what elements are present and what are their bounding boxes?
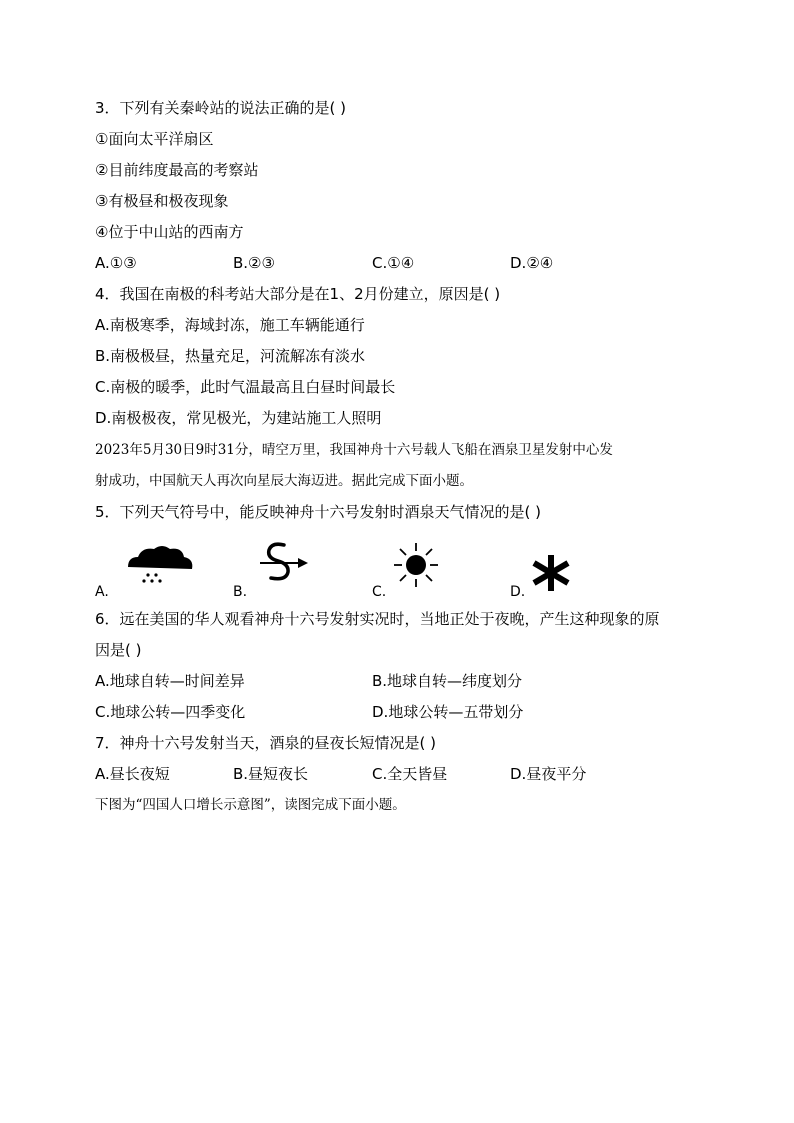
q3-statement-1: ①面向太平洋扇区 — [95, 130, 214, 148]
q7-option-b: B.昼短夜长 — [233, 765, 309, 783]
q6-stem-line-2: 因是( ) — [95, 641, 142, 659]
q3-option-c: C.①④ — [372, 254, 415, 272]
q3-stem: 3．下列有关秦岭站的说法正确的是( ) — [95, 99, 347, 117]
q4-option-a: A.南极寒季，海域封冻，施工车辆能通行 — [95, 316, 365, 334]
next-question-intro: 下图为“四国人口增长示意图”，读图完成下面小题。 — [95, 797, 406, 813]
sandstorm-icon — [258, 540, 310, 586]
q5-option-a: A. — [95, 584, 109, 600]
q5-option-b: B. — [233, 584, 248, 600]
q3-option-d: D.②④ — [510, 254, 554, 272]
q5-option-c: C. — [372, 584, 387, 600]
q3-statement-3: ③有极昼和极夜现象 — [95, 192, 229, 210]
snowflake-icon — [529, 553, 573, 593]
q3-option-b: B.②③ — [233, 254, 275, 272]
q3-option-a: A.①③ — [95, 254, 137, 272]
q5-option-d: D. — [510, 584, 526, 600]
q7-option-d: D.昼夜平分 — [510, 765, 587, 783]
q4-stem: 4．我国在南极的科考站大部分是在1、2月份建立，原因是( ) — [95, 285, 501, 303]
snow-cloud-icon — [124, 543, 196, 591]
q3-statement-4: ④位于中山站的西南方 — [95, 223, 244, 241]
q5-stem: 5．下列天气符号中，能反映神舟十六号发射时酒泉天气情况的是( ) — [95, 503, 542, 521]
sunny-icon — [392, 541, 440, 589]
q4-option-d: D.南极极夜，常见极光，为建站施工人照明 — [95, 409, 382, 427]
q4-option-c: C.南极的暖季，此时气温最高且白昼时间最长 — [95, 378, 396, 396]
q7-option-a: A.昼长夜短 — [95, 765, 170, 783]
q4-option-b: B.南极极昼，热量充足，河流解冻有淡水 — [95, 347, 366, 365]
q6-option-b: B.地球自转—纬度划分 — [372, 672, 523, 690]
q6-option-a: A.地球自转—时间差异 — [95, 672, 245, 690]
q3-statement-2: ②目前纬度最高的考察站 — [95, 161, 259, 179]
passage-line-1: 2023年5月30日9时31分，晴空万里，我国神舟十六号载人飞船在酒泉卫星发射中心发 — [95, 442, 613, 458]
q6-option-c: C.地球公转—四季变化 — [95, 703, 246, 721]
q6-option-d: D.地球公转—五带划分 — [372, 703, 524, 721]
q7-option-c: C.全天皆昼 — [372, 765, 448, 783]
q7-stem: 7．神舟十六号发射当天，酒泉的昼夜长短情况是( ) — [95, 734, 437, 752]
passage-line-2: 射成功，中国航天人再次向星辰大海迈进。据此完成下面小题。 — [95, 473, 473, 489]
q6-stem-line-1: 6．远在美国的华人观看神舟十六号发射实况时，当地正处于夜晚，产生这种现象的原 — [95, 610, 660, 628]
